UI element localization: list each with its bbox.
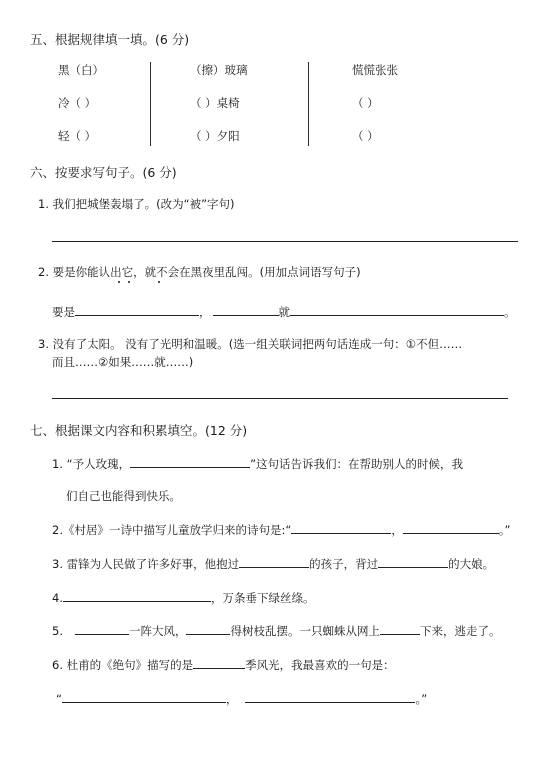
- s7-q5-text-d: 下来，逃走了。: [419, 624, 501, 638]
- s7-q6-row2: [56, 690, 427, 707]
- s6-q2-word-a: 要是: [52, 305, 75, 319]
- s7-q2-blank-2[interactable]: [403, 521, 499, 534]
- s7-q3-text-b: 的孩子，背过: [309, 557, 379, 571]
- s7-q6-open-quote: “: [56, 692, 62, 706]
- s7-q4-num: 4.: [52, 591, 63, 605]
- emphasis-dot: [158, 281, 160, 283]
- s5-col3-row1: 慌慌张张: [352, 63, 398, 77]
- s6-q2-comma: ，: [199, 305, 211, 319]
- s7-q4-blank[interactable]: [63, 589, 211, 602]
- s7-q6-row: [52, 656, 395, 673]
- s6-q3-line1: 3. 没有了太阳。 没有了光明和温暖。(选一组关联词把两句话连成一句：①不但……: [38, 337, 463, 351]
- s5-col2-row1: （擦）玻璃: [190, 63, 248, 77]
- section-6-title: 六、按要求写句子。(6 分): [30, 165, 177, 180]
- s7-q5-text-b: 一阵大风，: [128, 624, 187, 638]
- s7-q6-text-b: 季风光，我最喜欢的一句是：: [245, 658, 395, 672]
- s7-q1-text-c: 们自己也能得到快乐。: [66, 489, 181, 503]
- s7-q3-blank-2[interactable]: [378, 555, 448, 568]
- section-7-title: 七、根据课文内容和积累填空。(12 分): [30, 423, 248, 438]
- s7-q3-blank-1[interactable]: [239, 555, 309, 568]
- s5-divider-1: [150, 62, 151, 146]
- s6-q2-blank-1[interactable]: [75, 303, 199, 316]
- s7-q5-blank-1[interactable]: [75, 622, 129, 635]
- s6-q2-text: 2. 要是你能认出它，就不会在黑夜里乱闯。(用加点词语写句子): [38, 265, 361, 279]
- s5-col1-row1: 黑（白）: [58, 63, 104, 77]
- s6-q2-word-c: 就: [278, 305, 290, 319]
- s7-q5-blank-3[interactable]: [380, 622, 420, 635]
- s7-q1-text-a: 1. “予人玫瑰，: [52, 457, 131, 471]
- s7-q5-blank-2[interactable]: [186, 622, 230, 635]
- emphasis-dot: [118, 281, 120, 283]
- s6-q2-blank-2[interactable]: [213, 303, 279, 316]
- s6-q2-period: 。: [504, 305, 516, 319]
- s7-q6-blank-season[interactable]: [193, 656, 245, 669]
- s7-q6-blank-line1[interactable]: [62, 690, 226, 703]
- s5-col1-row3: 轻（ ）: [58, 129, 97, 143]
- s7-q6-end: 。”: [415, 692, 428, 706]
- s7-q2-blank-1[interactable]: [291, 521, 391, 534]
- s6-q3-answer-line[interactable]: [52, 398, 508, 399]
- s7-q6-text-a: 6. 杜甫的《绝句》描写的是: [52, 658, 194, 672]
- s7-q1-text-b: ”这句话告诉我们：在帮助别人的时候，我: [250, 457, 464, 471]
- s6-q1-answer-line[interactable]: [52, 241, 518, 242]
- s7-q1-row: [52, 455, 463, 472]
- s7-q4-text: ，万条垂下绿丝绦。: [210, 591, 315, 605]
- s7-q5-text-c: 得树枝乱摆。一只蜘蛛从网上: [230, 624, 380, 638]
- s7-q3-text-c: 的大娘。: [448, 557, 495, 571]
- s5-col3-row3: （ ）: [352, 129, 379, 143]
- s5-col2-row3: （ ）夕阳: [190, 129, 240, 143]
- s6-q3-line2: 而且……②如果……就……): [52, 355, 194, 369]
- emphasis-dot: [128, 281, 130, 283]
- s5-col3-row2: （ ）: [352, 96, 379, 110]
- s7-q2-comma: ，: [391, 523, 403, 537]
- s7-q5-row: [52, 622, 500, 639]
- s7-q5-num: 5.: [52, 624, 63, 638]
- s7-q2-end: 。”: [498, 523, 511, 537]
- s5-col1-row2: 冷（ ）: [58, 96, 97, 110]
- s7-q3-text-a: 3. 雷锋为人民做了许多好事，他抱过: [52, 557, 240, 571]
- s7-q2-text-a: 2.《村居》一诗中描写儿童放学归来的诗句是:“: [52, 523, 292, 537]
- s7-q1-blank[interactable]: [130, 455, 250, 468]
- s6-q1-text: 1. 我们把城堡轰塌了。(改为“被”字句): [38, 197, 235, 211]
- s7-q6-blank-line2[interactable]: [245, 690, 415, 703]
- s5-col2-row2: （ ）桌椅: [190, 96, 240, 110]
- s7-q3-row: [52, 555, 494, 572]
- s6-q2-blank-3[interactable]: [290, 303, 504, 316]
- s6-q2-fill-row: [52, 303, 516, 320]
- s5-divider-2: [308, 62, 309, 146]
- s7-q4-row: [52, 589, 314, 606]
- s7-q2-row: [52, 521, 511, 538]
- section-5-title: 五、根据规律填一填。(6 分): [30, 32, 190, 47]
- s7-q6-comma: ，: [225, 692, 238, 706]
